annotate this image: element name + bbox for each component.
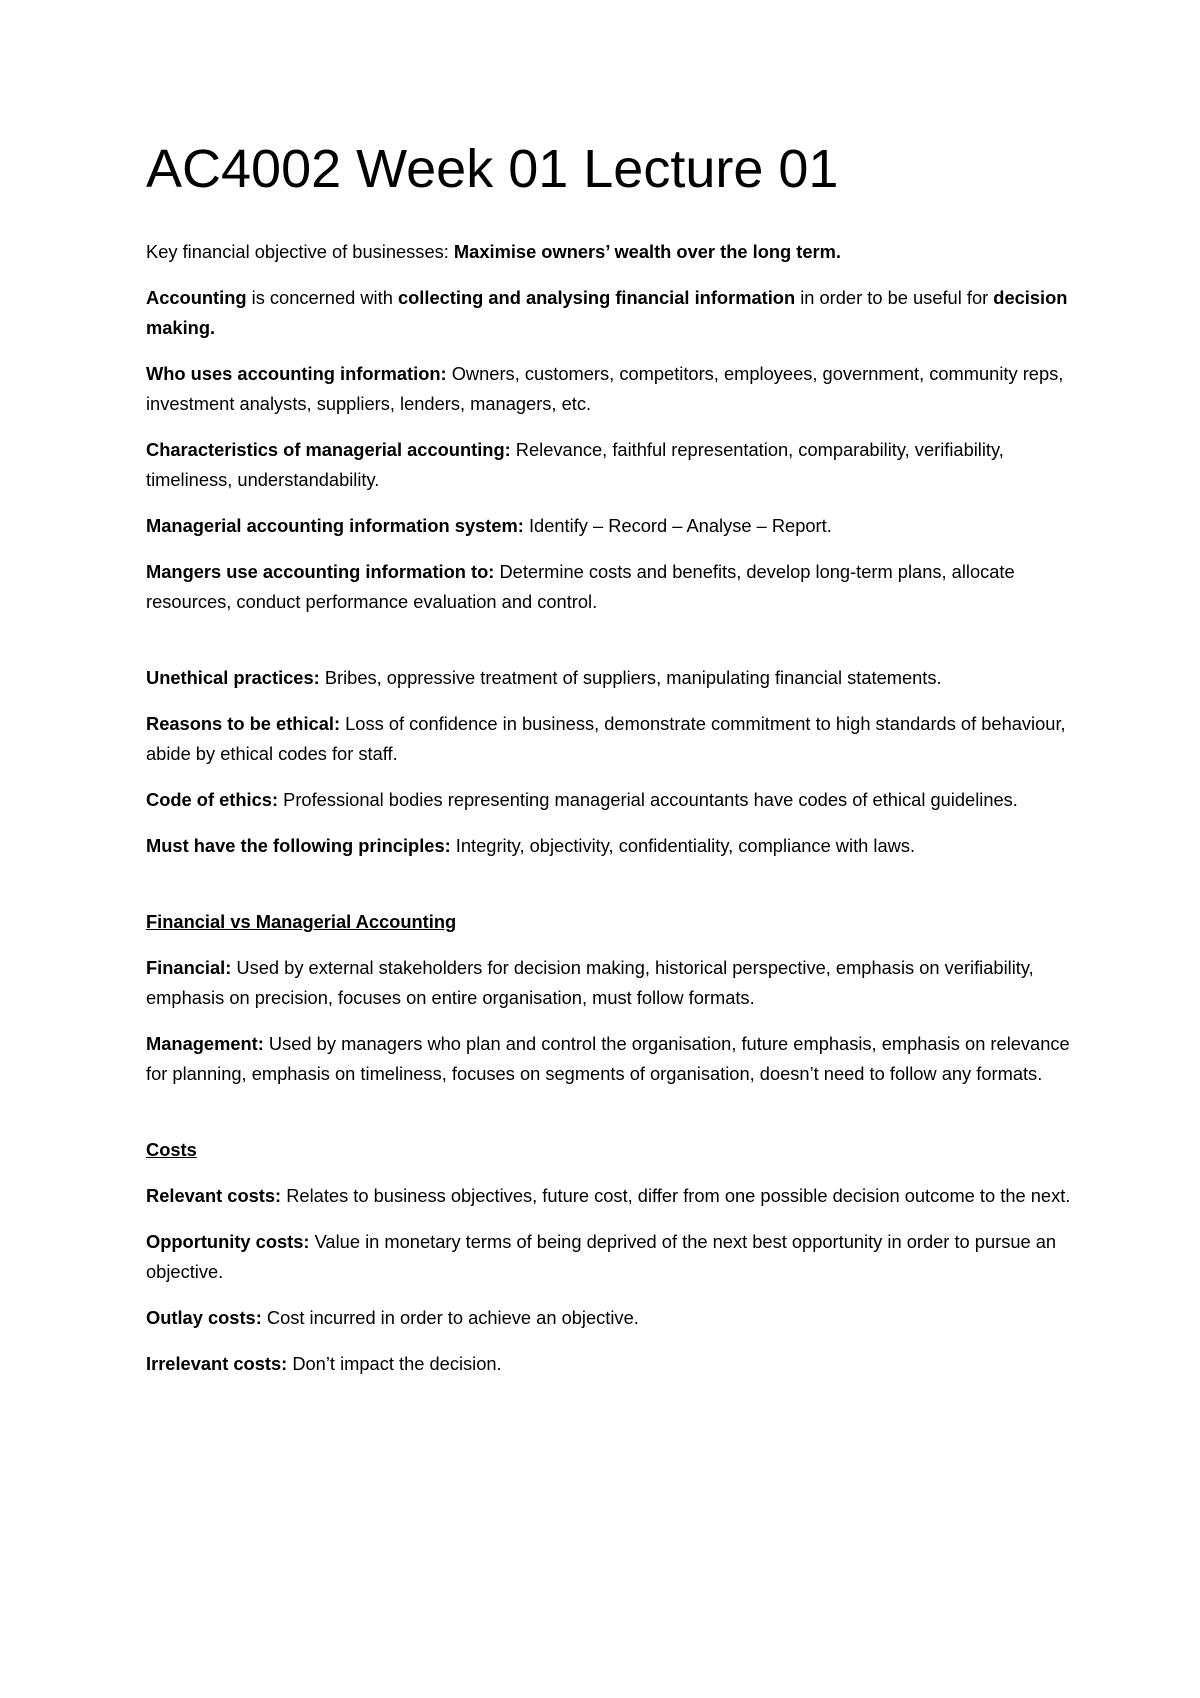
accounting-bold-3: decision making. [146,287,1068,339]
section-heading-financial-vs-managerial: Financial vs Managerial Accounting [146,911,457,933]
paragraph-reasons-ethical [146,709,1071,769]
irrelevant-costs-label: Irrelevant costs: [146,1353,288,1375]
reasons-ethical-text: Loss of confidence in business, demonstrate commitment to high standards of behaviour, abide by ethical codes for staff. [146,713,1066,765]
characteristics-label: Characteristics of managerial accounting: [146,439,511,461]
unethical-label: Unethical practices: [146,667,320,689]
paragraph-code-of-ethics [146,785,1071,815]
paragraph-opportunity-costs [146,1227,1071,1287]
outlay-costs-text: Cost incurred in order to achieve an objective. [261,1307,639,1329]
paragraph-info-system [146,511,1071,541]
financial-label: Financial: [146,957,232,979]
code-of-ethics-text: Professional bodies representing managerial accountants have codes of ethical guidelines. [278,789,1018,811]
relevant-costs-text: Relates to business objectives, future cost, differ from one possible decision outcome to the next. [281,1185,1071,1207]
opportunity-costs-label: Opportunity costs: [146,1231,310,1253]
principles-label: Must have the following principles: [146,835,451,857]
financial-text: Used by external stakeholders for decision making, historical perspective, emphasis on verifiability, emphasis on precision, focuses on entire organisation, must follow formats. [146,957,1034,1009]
document-page [146,140,1071,1395]
paragraph-key-objective [146,237,1071,267]
objective-bold: Maximise owners’ wealth over the long term. [453,241,841,263]
info-system-text: Identify – Record – Analyse – Report. [523,515,832,537]
relevant-costs-label: Relevant costs: [146,1185,282,1207]
unethical-text: Bribes, oppressive treatment of suppliers, manipulating financial statements. [319,667,942,689]
users-label: Who uses accounting information: [146,363,447,385]
managers-use-label: Mangers use accounting information to: [146,561,495,583]
info-system-label: Managerial accounting information system: [146,515,524,537]
accounting-text-2: in order to be useful for [795,287,994,309]
principles-text: Integrity, objectivity, confidentiality, compliance with laws. [450,835,916,857]
managers-use-text: Determine costs and benefits, develop long-term plans, allocate resources, conduct performance evaluation and control. [146,561,1015,613]
characteristics-text: Relevance, faithful representation, comparability, verifiability, timeliness, understandability. [146,439,1004,491]
paragraph-characteristics [146,435,1071,495]
accounting-bold-2: collecting and analysing financial information [397,287,796,309]
paragraph-principles [146,831,1071,861]
outlay-costs-label: Outlay costs: [146,1307,262,1329]
paragraph-outlay-costs [146,1303,1071,1333]
page-title: AC4002 Week 01 Lecture 01 [146,139,839,199]
paragraph-users [146,359,1071,419]
irrelevant-costs-text: Don’t impact the decision. [287,1353,502,1375]
reasons-ethical-label: Reasons to be ethical: [146,713,341,735]
objective-text: Key financial objective of businesses: [146,241,454,263]
paragraph-irrelevant-costs [146,1349,1071,1379]
opportunity-costs-text: Value in monetary terms of being deprived of the next best opportunity in order to pursue an objective. [146,1231,1057,1283]
paragraph-relevant-costs [146,1181,1071,1211]
management-text: Used by managers who plan and control the organisation, future emphasis, emphasis on relevance for planning, emphasis on timeliness, focuses on segments of organisation, doesn’t need to follow any formats. [146,1033,1070,1085]
section-heading-costs: Costs [146,1139,197,1161]
paragraph-unethical [146,663,1071,693]
paragraph-accounting [146,283,1071,343]
paragraph-financial [146,953,1071,1013]
management-label: Management: [146,1033,264,1055]
code-of-ethics-label: Code of ethics: [146,789,279,811]
paragraph-managers-use [146,557,1071,617]
paragraph-management [146,1029,1071,1089]
accounting-text-1: is concerned with [246,287,398,309]
users-text: Owners, customers, competitors, employees, government, community reps, investment analysts, suppliers, lenders, managers, etc. [146,363,1064,415]
accounting-bold-1: Accounting [146,287,247,309]
